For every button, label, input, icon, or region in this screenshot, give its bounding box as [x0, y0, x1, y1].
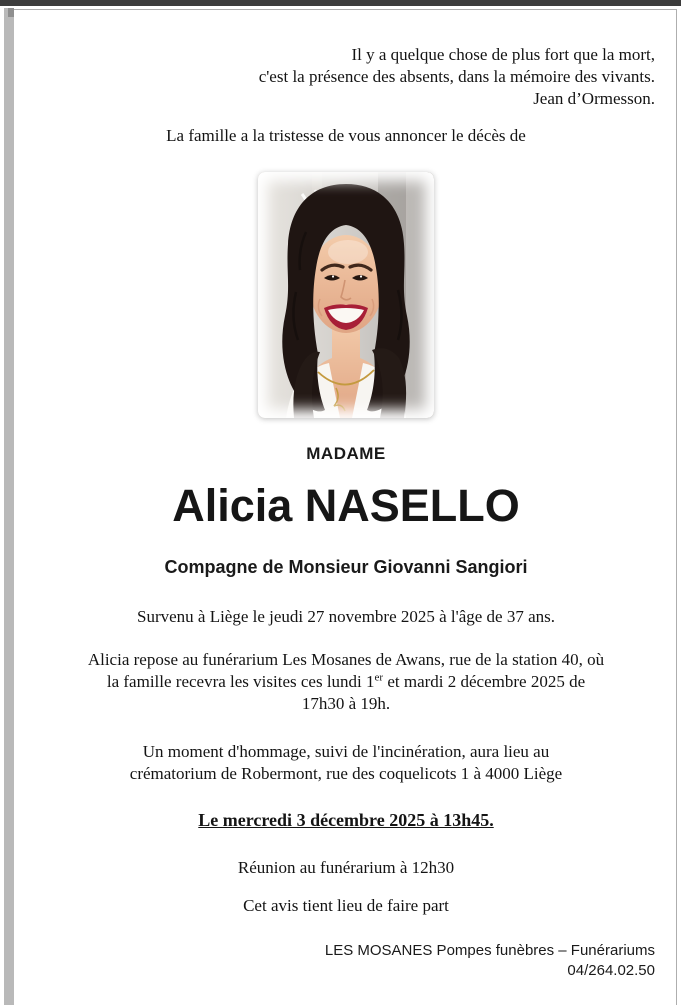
funeral-home-footer [15, 941, 677, 981]
left-scrollbar-track[interactable] [4, 8, 14, 1005]
portrait-photo [258, 172, 434, 418]
left-eye-glint [332, 275, 334, 277]
opening-quote [15, 44, 677, 110]
quote-line-1: Il y a quelque chose de plus fort que la mort, [351, 45, 655, 64]
visitation-line-2-rest: et mardi 2 décembre 2025 de [383, 672, 586, 691]
document-page [15, 0, 677, 1005]
deceased-name: Alicia NASELLO [172, 480, 520, 531]
ordinal-superscript: er [374, 671, 384, 684]
death-line: Survenu à Liège le jeudi 27 novembre 2025 à l'âge de 37 ans. [136, 607, 556, 626]
ceremony-line-1: Un moment d'hommage, suivi de l'incinération, aura lieu au [142, 742, 550, 761]
funeral-home-phone: 04/264.02.50 [567, 962, 655, 979]
ceremony-date-line: Le mercredi 3 décembre 2025 à 13h45. [198, 810, 494, 830]
right-eye-glint [360, 275, 362, 277]
quote-line-2: c'est la présence des absents, dans la mémoire des vivants. [258, 67, 655, 86]
visitation-line-3: 17h30 à 19h. [301, 694, 391, 713]
left-scrollbar-thumb[interactable] [8, 8, 14, 17]
visitation-line-2-text: la famille recevra les visites ces lundi 1 [106, 672, 375, 691]
portrait-illustration [258, 172, 434, 418]
relation-line: Compagne de Monsieur Giovanni Sangiori [164, 557, 528, 577]
visitation-line-2 [15, 671, 677, 693]
visitation-paragraph [15, 649, 677, 715]
ceremony-line-2: crématorium de Robermont, rue des coquelicots 1 à 4000 Liège [129, 764, 563, 783]
quote-attribution: Jean d’Ormesson. [533, 89, 655, 108]
forehead-shine [328, 240, 368, 264]
meeting-line: Réunion au funérarium à 12h30 [237, 858, 455, 877]
visitation-line-1: Alicia repose au funérarium Les Mosanes de Awans, rue de la station 40, où [87, 650, 605, 669]
funeral-home-name: LES MOSANES Pompes funèbres – Funérariums [324, 942, 655, 959]
announcement-line: La famille a la tristesse de vous annoncer le décès de [166, 126, 526, 145]
ceremony-paragraph [15, 741, 677, 785]
honorific-title: MADAME [306, 444, 386, 463]
notice-line: Cet avis tient lieu de faire part [243, 896, 449, 915]
